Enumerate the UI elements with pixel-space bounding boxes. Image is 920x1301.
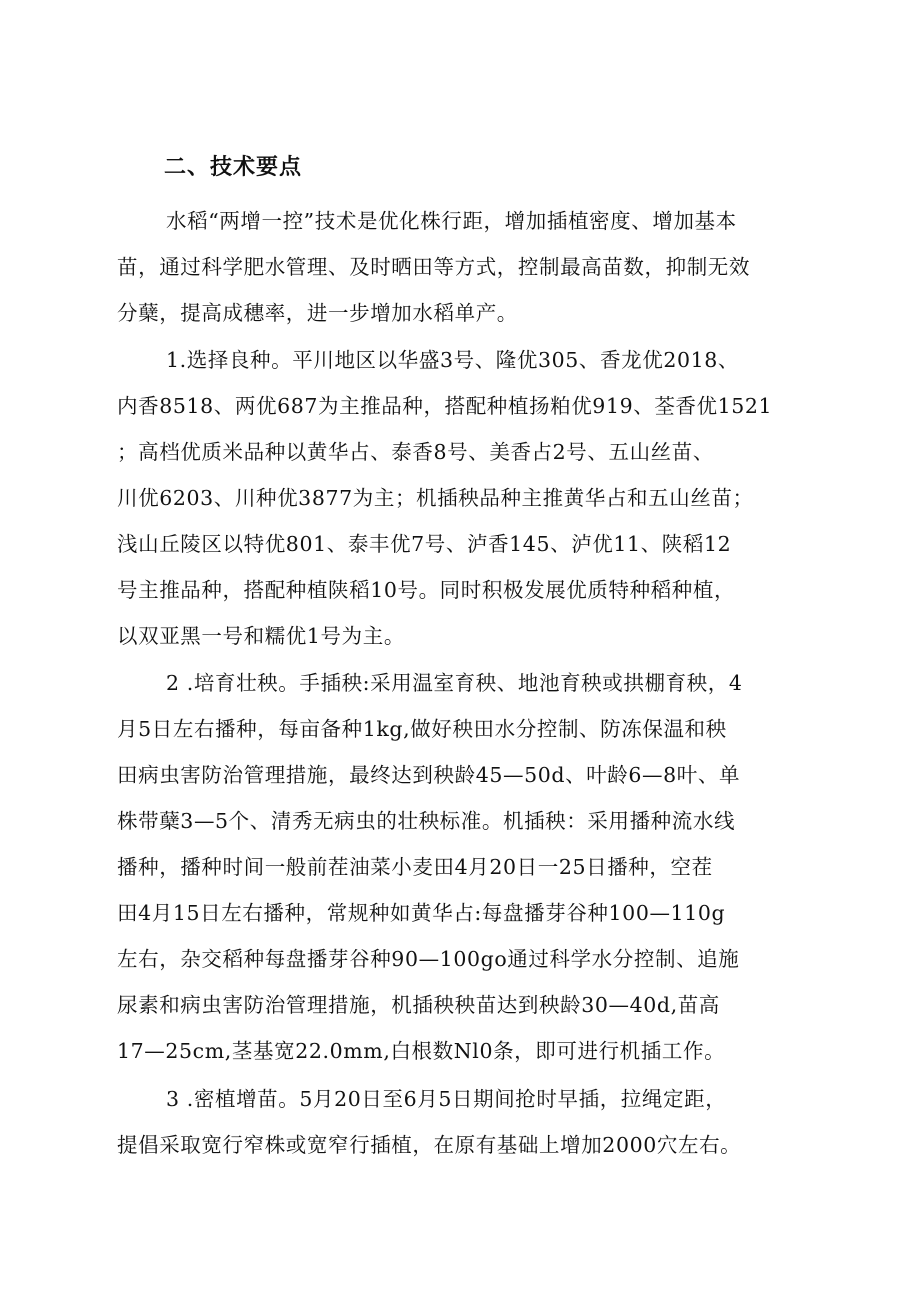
paragraph-line: 浅山丘陵区以特优801、泰丰优7号、泸香145、泸优11、陕稻12 xyxy=(117,532,732,556)
paragraph-line: 田4月15日左右播种，常规种如黄华占:每盘播芽谷种100—110g xyxy=(117,901,726,925)
paragraph-line: 1.选择良种。平川地区以华盛3号、隆优305、香龙优2018、 xyxy=(166,348,739,372)
paragraph-line: 分蘖，提高成穗率，进一步增加水稻单产。 xyxy=(117,301,518,325)
paragraph-line: 月5日左右播种，每亩备种1kg,做好秧田水分控制、防冻保温和秧 xyxy=(117,717,727,741)
paragraph-line: 以双亚黑一号和糯优1号为主。 xyxy=(117,624,405,648)
paragraph-line: 17—25cm,茎基宽22.0mm,白根数Nl0条，即可进行机插工作。 xyxy=(117,1039,726,1063)
paragraph-line: 水稻“两增一控”技术是优化株行距，增加插植密度、增加基本 xyxy=(166,209,737,233)
paragraph-line: 播种，播种时间一般前茬油菜小麦田4月20日一25日播种，空茬 xyxy=(117,855,713,879)
paragraph-line: 川优6203、川种优3877为主；机插秧品种主推黄华占和五山丝苗； xyxy=(117,486,754,510)
paragraph-line: 尿素和病虫害防治管理措施，机插秧秧苗达到秧龄30—40d,苗高 xyxy=(117,993,720,1017)
paragraph-line: 田病虫害防治管理措施，最终达到秧龄45—50d、叶龄6—8叶、单 xyxy=(117,763,741,787)
paragraph-line: 苗，通过科学肥水管理、及时晒田等方式，控制最高苗数，抑制无效 xyxy=(117,255,750,279)
section-heading: 二、技术要点 xyxy=(164,155,303,180)
paragraph-line: 2 .培育壮秧。手插秧:采用温室育秧、地池育秧或拱棚育秧，4 xyxy=(166,671,743,695)
paragraph-line: 左右，杂交稻种每盘播芽谷种90—100go通过科学水分控制、追施 xyxy=(117,947,740,971)
paragraph-line: 号主推品种，搭配种植陕稻10号。同时积极发展优质特种稻种植， xyxy=(117,578,736,602)
paragraph-line: 3 .密植增苗。5月20日至6月5日期间抢时早插，拉绳定距， xyxy=(166,1087,727,1111)
paragraph-line: 株带蘖3—5个、清秀无病虫的壮秧标准。机插秧：采用播种流水线 xyxy=(117,809,736,833)
paragraph-line: 提倡采取宽行窄株或宽窄行插植，在原有基础上增加2000穴左右。 xyxy=(117,1133,742,1157)
paragraph-line: ；高档优质米品种以黄华占、泰香8号、美香占2号、五山丝苗、 xyxy=(117,440,714,464)
paragraph-line: 内香8518、两优687为主推品种，搭配种植扬粕优919、荃香优1521 xyxy=(117,394,773,418)
